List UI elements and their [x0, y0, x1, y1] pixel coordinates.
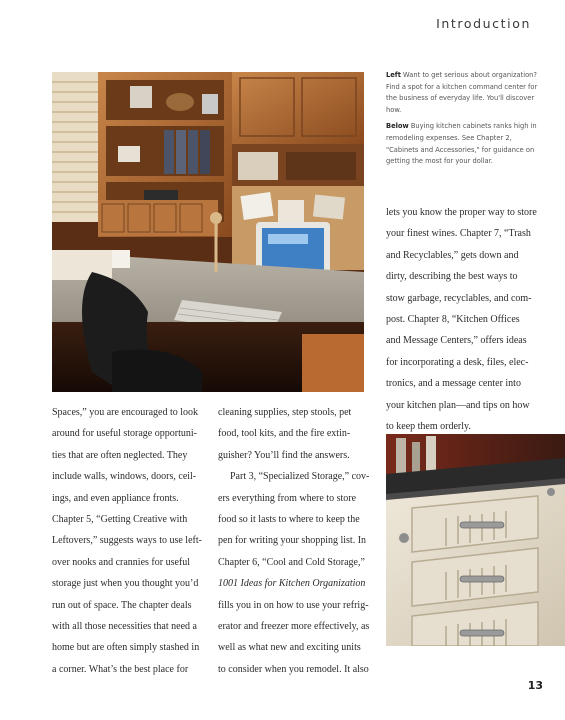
text-line: Part 3, “Specialized Storage,” cov- [230, 471, 370, 483]
text-line: lets you know the proper way to store [386, 207, 537, 218]
text-line: home but are often simply stashed in [52, 642, 200, 654]
text-line: Spaces,” you are encouraged to look [52, 407, 199, 418]
text-line: ers everything from where to store [218, 492, 357, 504]
body-column-right [386, 202, 546, 437]
text-line: your kitchen plan—and tips on how [386, 399, 530, 411]
text-line: a corner. What’s the best place for [52, 663, 189, 675]
photo-captions [386, 70, 546, 173]
text-line: run out of space. The chapter deals [52, 599, 192, 611]
text-line: stow garbage, recyclables, and com- [386, 292, 532, 304]
text-line: ties that are often neglected. They [52, 449, 188, 461]
text-line: erator and freezer more effectively, as [218, 621, 370, 633]
text-line: include walls, windows, doors, ceil- [52, 471, 197, 483]
text-line: for incorporating a desk, files, elec- [386, 356, 529, 368]
text-line: tronics, and a message center into [386, 378, 521, 390]
text-line: Chapter 5, “Getting Creative with [52, 514, 188, 526]
text-line: food so it lasts to where to keep the [218, 514, 360, 526]
book-title: 1001 Ideas for Kitchen Organization [218, 578, 366, 590]
text-line: over nooks and crannies for useful [52, 556, 191, 568]
caption-below [386, 121, 546, 167]
text-line: well as what new and exciting units [218, 642, 361, 654]
caption-left-text: Want to get serious about organization? Find a spot for a kitchen command center for the business of everyday life. You'll discover how. [386, 71, 538, 114]
text-line: dirty, describing the best ways to [386, 271, 518, 283]
text-line: pen for writing your shopping list. In [218, 535, 367, 547]
caption-below-text: Buying kitchen cabinets ranks high in remodeling expenses. See Chapter 2, "Cabinets and Accessories," for guidance on getting the most for your dollar. [386, 122, 537, 166]
cabinet-drawers-photo [386, 434, 565, 646]
kitchen-office-photo [52, 72, 364, 392]
section-title: Introduction [436, 16, 531, 31]
text-line: and Recyclables,” gets down and [386, 249, 519, 261]
text-line: with all those necessities that need a [52, 621, 197, 633]
text-line: fills you in on how to use your refrig- [218, 599, 369, 611]
text-line: your finest wines. Chapter 7, “Trash [386, 228, 531, 240]
text-line: guisher? You’ll find the answers. [218, 449, 350, 461]
text-line: to consider when you remodel. It also [218, 663, 369, 675]
text-line: to keep them orderly. [386, 421, 471, 433]
caption-left [386, 70, 546, 116]
caption-left-label: Left [386, 71, 401, 79]
text-line: cleaning supplies, step stools, pet [218, 407, 352, 418]
text-line: food, tool kits, and the fire extin- [218, 428, 351, 440]
text-line: around for useful storage opportuni- [52, 428, 197, 440]
text-line: Chapter 6, “Cool and Cold Storage,” [218, 556, 365, 568]
text-line: Leftovers,” suggests ways to use left- [52, 535, 202, 547]
page-number: 13 [527, 679, 543, 692]
text-line: and Message Centers,” offers ideas [386, 335, 527, 347]
text-line: ings, and even appliance fronts. [52, 492, 179, 504]
text-line: post. Chapter 8, “Kitchen Offices [386, 314, 520, 326]
text-line: storage just when you thought you’d [52, 578, 199, 590]
body-column-left [52, 402, 202, 680]
body-column-middle [218, 402, 370, 680]
caption-below-label: Below [386, 122, 409, 131]
